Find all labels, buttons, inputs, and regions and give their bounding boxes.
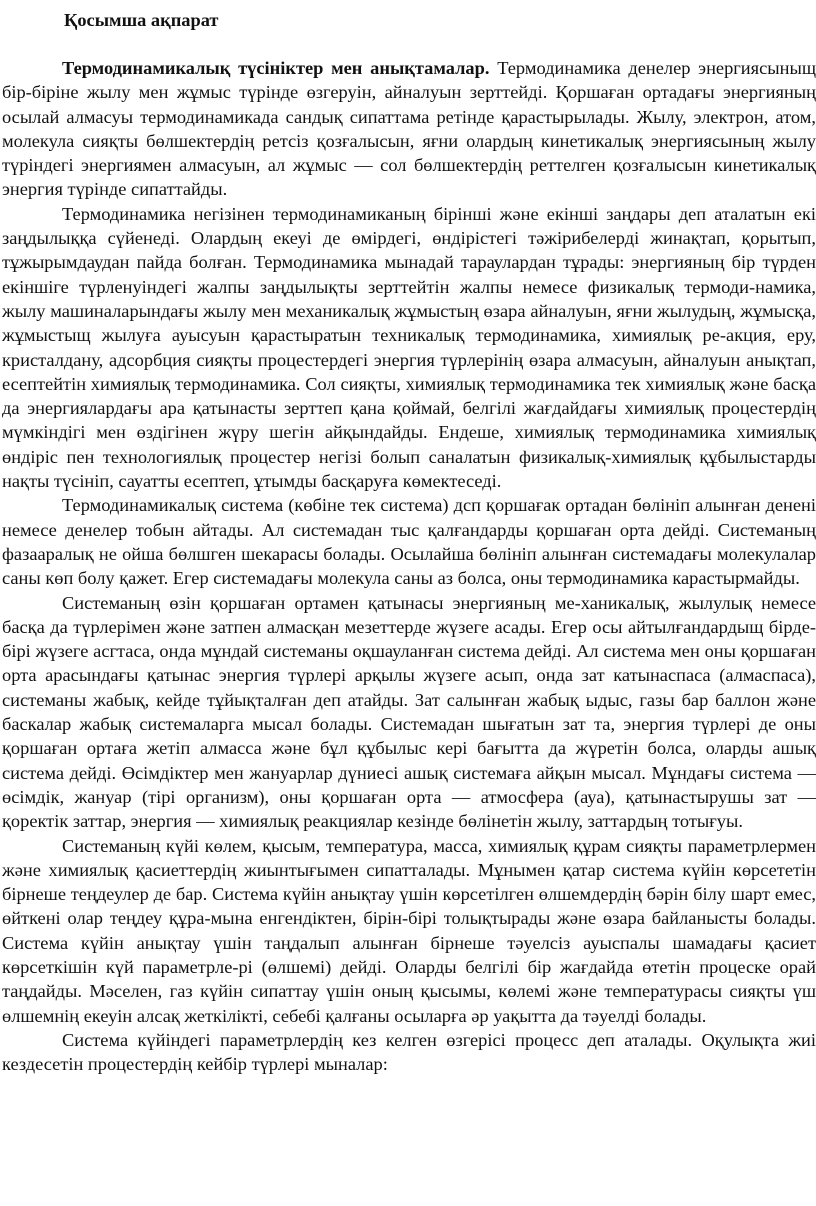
paragraph-process: Система күйіндегі параметрлердің кез келген өзгерісі процесс деп аталады. Оқулықта жиі кездесетін процестердің кейбір түрлері мыналар: [2, 1029, 816, 1075]
paragraph-lead-title: Термодинамикалық түсініктер мен анықтамалар. [62, 58, 490, 78]
paragraph-laws: Термодинамика негізінен термодинамиканың бірінші және екінші заңдары деп аталатын екі заңдылыққа сүйенеді. Олардың екеуі де өмірдегі, өндірістегі тәжірибелерді жинақтап, қорытып, тұжырымдаудан пайда болған. Термодинамика мынадай тараулардан тұрады: энергияның бір түрден екіншіге түрленуіндегі жалпы заңдылықты зерттейтін жалпы немесе физикалық термоди-намика, жылу машиналарындағы жылу мен механикалық жұмыстың өзара айналуын, яғни жылудың, жұмысқа, жұмыстыщ жылуға ауысуын қарастыратын техникалық термодинамика, химиялық ре-акция, еру, кристалдану, адсорбция сияқты процестердегі энергия түрлерінің өзара алмасуын, айналуын анықтап, есептейтін химиялық термодинамика. Сол сияқты, химиялық термодинамика тек химиялық және басқа да энергиялардағы ара қатынасты зерттеп қана қоймай, белгілі жағдайдағы химиялық процестердің мүмкіндігі мен өздігінен жүру шегін айқындайды. Ендеше, химиялық термодинамика химиялық өндіріс пен технологиялық процестер негізі болып саналатын физикалық-химиялық құбылыстарды нақты түсініп, сауатты есептеп, ұтымды басқаруға көмектеседі. [2, 203, 816, 492]
paragraph-environment: Системаның өзін қоршаған ортамен қатынасы энергияның ме-ханикалық, жылулық немесе басқа да түрлерімен және затпен алмасқан мезеттерде жүзеге асады. Егер осы айтылғандардыщ бірде-бірі жүзеге асгтаса, онда мұндай системаны оқшауланған система дейді. Ал система мен оны қоршаған орта арасындағы қатынас энергия түрлері арқылы жүзеге асып, онда зат катынаспаса (алмаспаса), системаны жабық, кейде тұйықталған деп атайды. Зат салынған жабық ыдыс, газы бар баллон және баскалар жабық системаларга мысал болады. Системадан шығатын зат та, энергия түрлері де оны қоршаған ортаға жетіп алмасса және бұл құбылыс кері бағытта да жүретін болса, оларды ашық система дейді. Өсімдіктер мен жануарлар дүниесі ашық системаға айқын мысал. Мұндағы система — өсімдік, жануар (тірі организм), оны қоршаған орта — атмосфера (ауа), қатынастырушы зат — қоректік заттар, энергия — химиялық реакциялар кезінде бөлінетін жылу, заттардың тотығуы. [2, 592, 816, 832]
paragraph-text: Термодинамика денелер энергиясыныщ бір-біріне жылу мен жұмыс түрінде өзгеруін, айналуын зерттейді. Қоршаған ортадағы энергияның осылай алмасуы термодинамикада сандық сипаттама ретінде қарастырылады. Жылу, электрон, атом, молекула сияқты бөлшектердің ретсіз қозғалысын, яғни олардың кинетикалық энергиясының жылу түріндегі энергиямен алмасуын, ал жұмыс — сол бөлшектердің реттелген қозғалысын кинетикалық энергия түрінде сипаттайды. [2, 58, 816, 200]
section-heading: Қосымша ақпарат [64, 10, 219, 30]
paragraph-definitions [2, 56, 816, 202]
paragraph-system: Термодинамикалық система (көбіне тек система) дсп қоршағак ортадан бөлініп алынған денені немесе денелер тобын айтады. Ал системадан тыс қалғандарды қоршаған орта дейді. Системаның фазааралық не ойша бөлшген шекарасы болады. Осылайша бөлініп алынған системадағы молекулалар саны көп болу қажет. Егер системадағы молекула саны аз болса, оны термодинамика карастырмайды. [2, 495, 816, 589]
document-body [2, 8, 816, 1076]
paragraph-state: Системаның күйі көлем, қысым, температура, масса, химиялық құрам сияқты параметрлермен және химиялық қасиеттердің жиынтығымен сипатталады. Мұнымен қатар система күйін көрсететін бірнеше теңдеулер де бар. Система күйін анықтау үшін көрсетілген өлшемдердің бәрін білу шарт емес, өйткені олар теңдеу құра-мына енгендіктен, бірін-бірі толықтырады және өзара байланысты болады. Система күйін анықтау үшін таңдалып алынған бірнеше тәуелсіз ауыспалы шамадағы қасиет көрсеткішін күй параметрле-рі (өлшемі) дейді. Оларды белгілі бір жағдайда өтетін процеске орай таңдайды. Мәселен, газ күйін сипаттау үшін оның қысымы, көлемі және температурасы сияқты үш өлшемнің екеуін алсақ жеткілікті, себебі қалғаны осыларға әр уақытта да тәуелді болады. [2, 835, 816, 1026]
